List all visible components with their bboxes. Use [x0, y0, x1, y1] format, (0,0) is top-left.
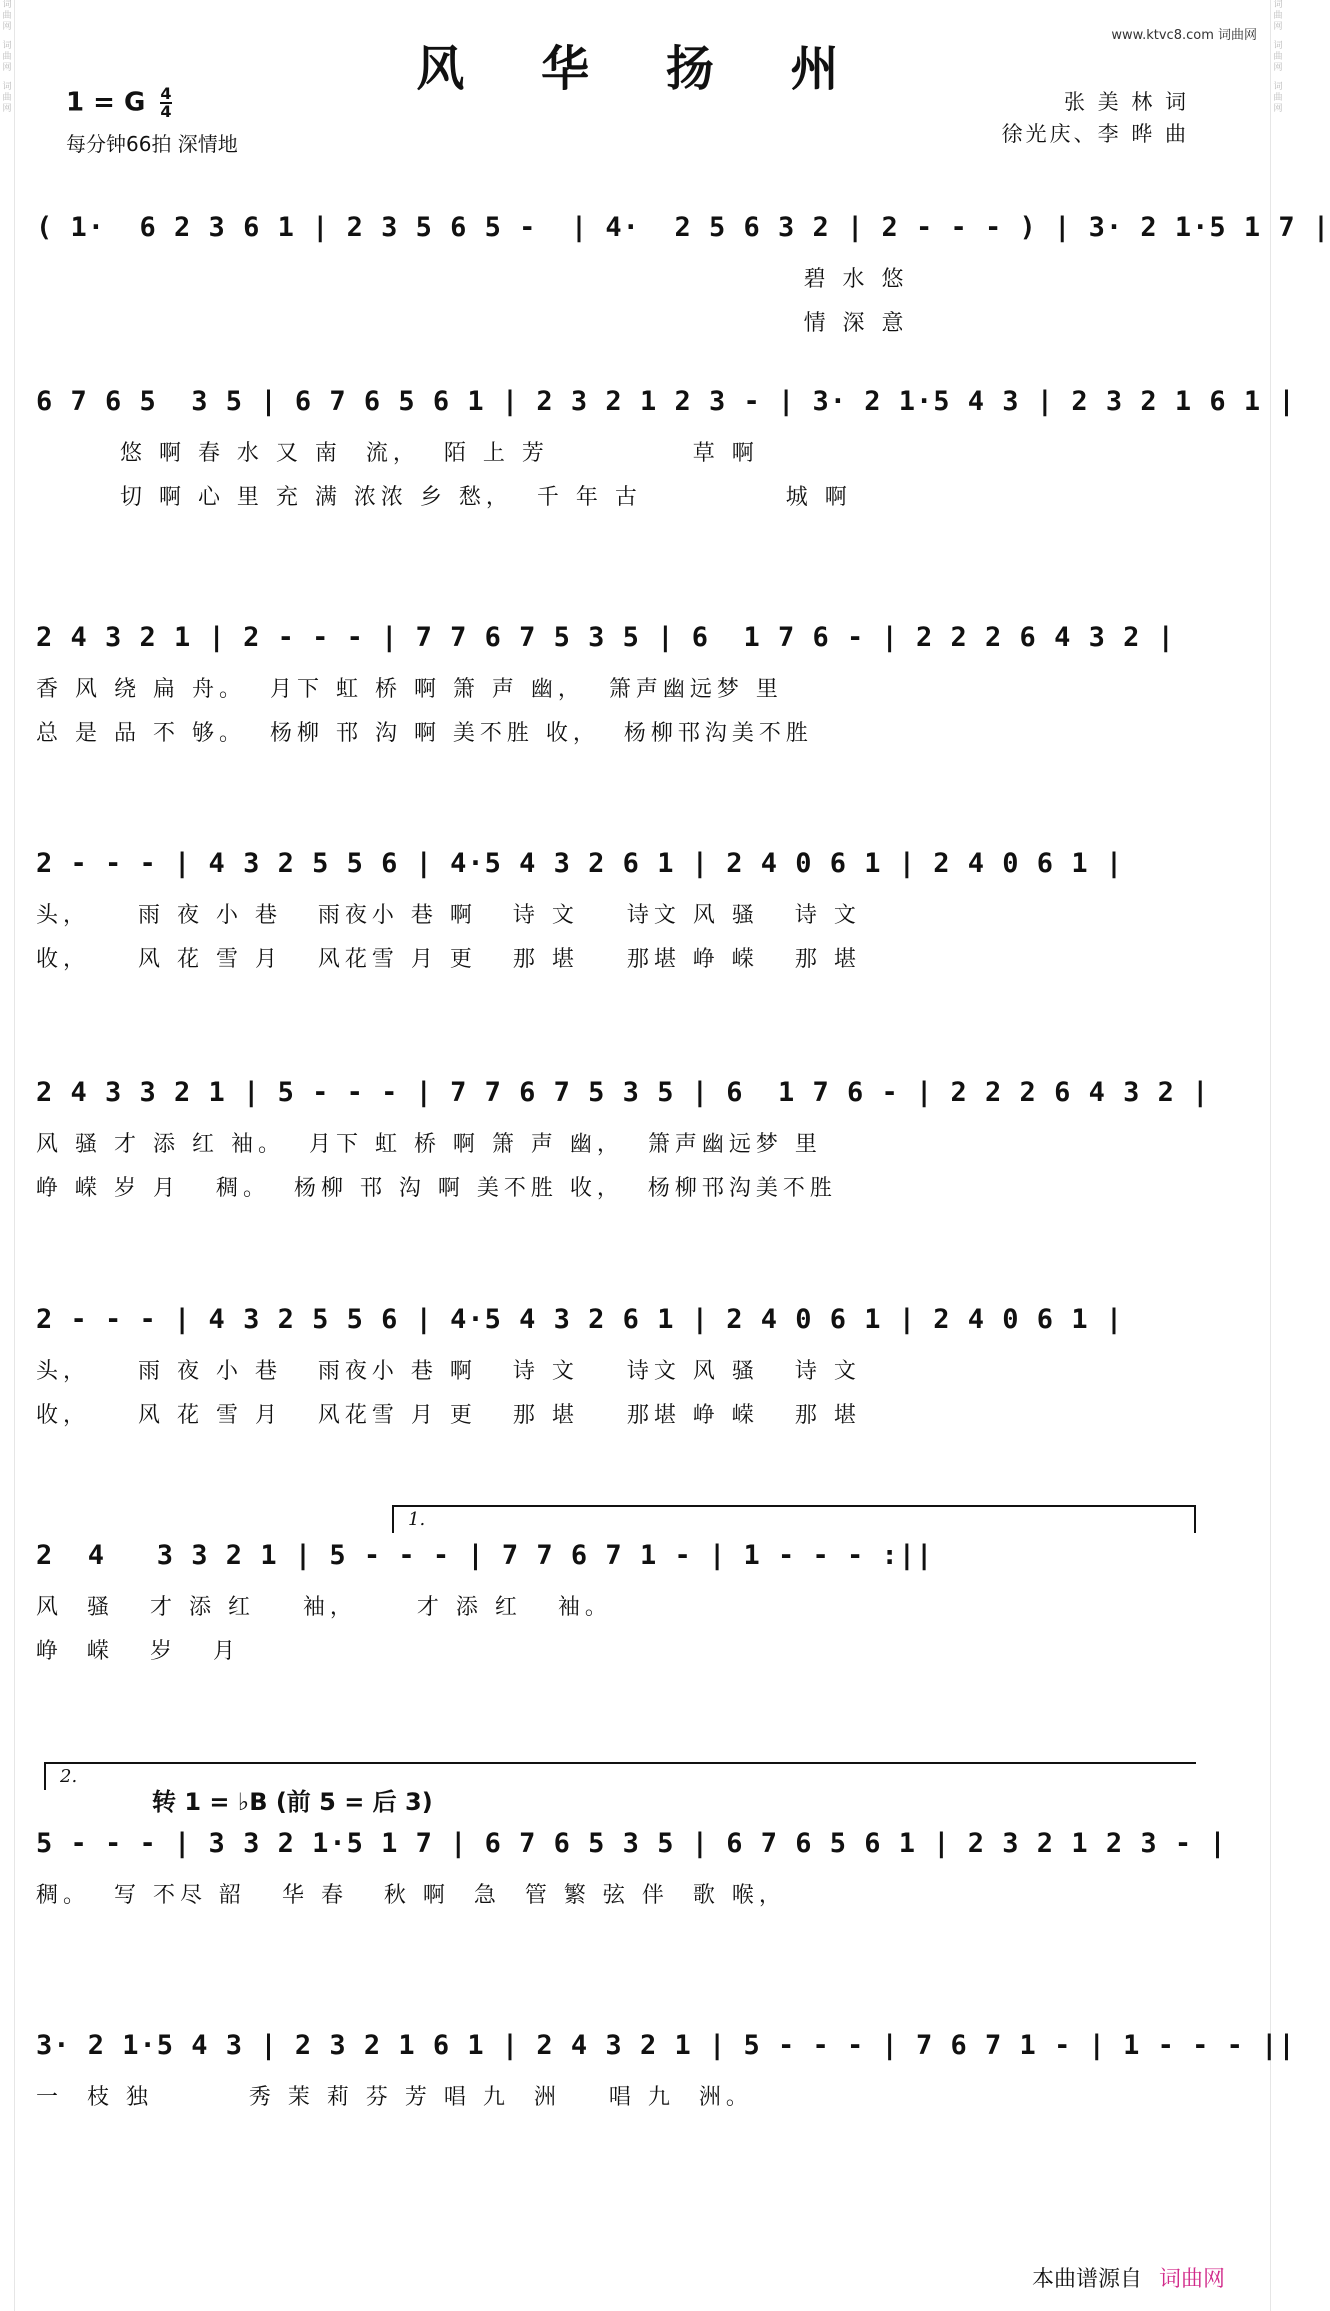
score-system-2	[36, 386, 1296, 524]
side-mark: 词曲网	[2, 41, 12, 73]
site-url[interactable]: www.ktvc8.com 词曲网	[1111, 28, 1257, 43]
modulation-marking: 转 1 = ♭B (前 5 = 后 3)	[152, 1788, 433, 1816]
lyric-verse-1: 一 枝 独 秀 茉 莉 芬 芳 唱 九 洲 唱 九 洲。	[36, 2085, 753, 2110]
lyric-verse-2: 收， 风 花 雪 月 风花雪 月 更 那 堪 那堪 峥 嵘 那 堪	[36, 947, 861, 972]
score-system-5	[36, 1077, 1210, 1215]
score-system-1	[36, 212, 1330, 350]
time-bottom: 4	[160, 102, 172, 121]
side-mark: 词曲网	[2, 0, 12, 32]
lyric-verse-2: 情 深 意	[36, 311, 909, 336]
composer-credit: 徐光庆、李 晔 曲	[1001, 122, 1189, 146]
lyric-verse-1: 碧 水 悠	[36, 267, 909, 292]
lyric-verse-1: 稠。 写 不尽 韶 华 春 秋 啊 急 管 繁 弦 伴 歌 喉，	[36, 1883, 786, 1908]
notation-line: 2 - - - | 4 3 2 5 5 6 | 4·5 4 3 2 6 1 | 2 4 0 6 1 | 2 4 0 6 1 |	[36, 1304, 1124, 1335]
volta-number: 1.	[408, 1509, 426, 1530]
notation-line: 2 - - - | 4 3 2 5 5 6 | 4·5 4 3 2 6 1 | 2 4 0 6 1 | 2 4 0 6 1 |	[36, 848, 1124, 879]
left-watermark-strip	[0, 0, 15, 2311]
lyric-verse-1: 风 骚 才 添 红 袖， 才 添 红 袖。	[36, 1595, 612, 1620]
notation-line: 3· 2 1·5 4 3 | 2 3 2 1 6 1 | 2 4 3 2 1 | 5 - - - | 7 6 7 1 - | 1 - - - ||	[36, 2030, 1296, 2061]
right-watermark-strip	[1270, 0, 1285, 2311]
lyric-verse-1: 风 骚 才 添 红 袖。 月下 虹 桥 啊 箫 声 幽， 箫声幽远梦 里	[36, 1132, 822, 1157]
lyric-verse-2: 收， 风 花 雪 月 风花雪 月 更 那 堪 那堪 峥 嵘 那 堪	[36, 1403, 861, 1428]
time-signature	[160, 86, 171, 120]
side-mark: 词曲网	[1273, 82, 1283, 114]
side-mark: 词曲网	[2, 82, 12, 114]
footer-text: 本曲谱源自	[1031, 2267, 1142, 2292]
notation-line: 2 4 3 2 1 | 2 - - - | 7 7 6 7 5 3 5 | 6 1 7 6 - | 2 2 2 6 4 3 2 |	[36, 622, 1175, 653]
lyricist-credit: 张 美 林 词	[1063, 90, 1189, 114]
score-system-6	[36, 1304, 1191, 1442]
key-signature	[66, 86, 172, 120]
score-system-4	[36, 848, 1191, 986]
page-title: 风 华 扬 州	[416, 41, 869, 97]
lyric-verse-2: 切 啊 心 里 充 满 浓浓 乡 愁， 千 年 古 城 啊	[36, 485, 852, 510]
notation-line: ( 1· 6 2 3 6 1 | 2 3 5 6 5 - | 4· 2 5 6 3 2 | 2 - - - ) | 3· 2 1·5 1 7 |	[36, 212, 1330, 243]
footer-site-link[interactable]: 词曲网	[1158, 2267, 1225, 2292]
score-system-9	[36, 2030, 1296, 2124]
lyric-verse-1: 头， 雨 夜 小 巷 雨夜小 巷 啊 诗 文 诗文 风 骚 诗 文	[36, 903, 861, 928]
lyric-verse-1: 头， 雨 夜 小 巷 雨夜小 巷 啊 诗 文 诗文 风 骚 诗 文	[36, 1359, 861, 1384]
lyric-verse-2: 总 是 品 不 够。 杨柳 邗 沟 啊 美不胜 收， 杨柳邗沟美不胜	[36, 721, 813, 746]
side-mark: 词曲网	[1273, 0, 1283, 32]
lyric-verse-1: 悠 啊 春 水 又 南 流， 陌 上 芳 草 啊	[36, 441, 759, 466]
volta-number: 2.	[60, 1766, 78, 1787]
notation-line: 2 4 3 3 2 1 | 5 - - - | 7 7 6 7 5 3 5 | 6 1 7 6 - | 2 2 2 6 4 3 2 |	[36, 1077, 1210, 1108]
lyric-verse-2: 峥 嵘 岁 月 稠。 杨柳 邗 沟 啊 美不胜 收， 杨柳邗沟美不胜	[36, 1176, 837, 1201]
lyric-verse-1: 香 风 绕 扁 舟。 月下 虹 桥 啊 箫 声 幽， 箫声幽远梦 里	[36, 677, 783, 702]
lyric-verse-2: 峥 嵘 岁 月	[36, 1639, 240, 1664]
score-system-7	[36, 1540, 1191, 1678]
time-top: 4	[160, 84, 172, 103]
side-mark: 词曲网	[1273, 41, 1283, 73]
notation-line: 6 7 6 5 3 5 | 6 7 6 5 6 1 | 2 3 2 1 2 3 - | 3· 2 1·5 4 3 | 2 3 2 1 6 1 |	[36, 386, 1296, 417]
notation-line: 2 4 3 3 2 1 | 5 - - - | 7 7 6 7 1 - | 1 - - - :||	[36, 1540, 934, 1571]
tempo-marking: 每分钟66拍 深情地	[66, 132, 238, 156]
score-system-8	[36, 1828, 1227, 1922]
footer-source	[1032, 2262, 1225, 2293]
key-label: 1 = G	[66, 87, 146, 118]
score-system-3	[36, 622, 1191, 760]
notation-line: 5 - - - | 3 3 2 1·5 1 7 | 6 7 6 5 3 5 | 6 7 6 5 6 1 | 2 3 2 1 2 3 - |	[36, 1828, 1227, 1859]
first-ending-bracket	[392, 1505, 1196, 1533]
